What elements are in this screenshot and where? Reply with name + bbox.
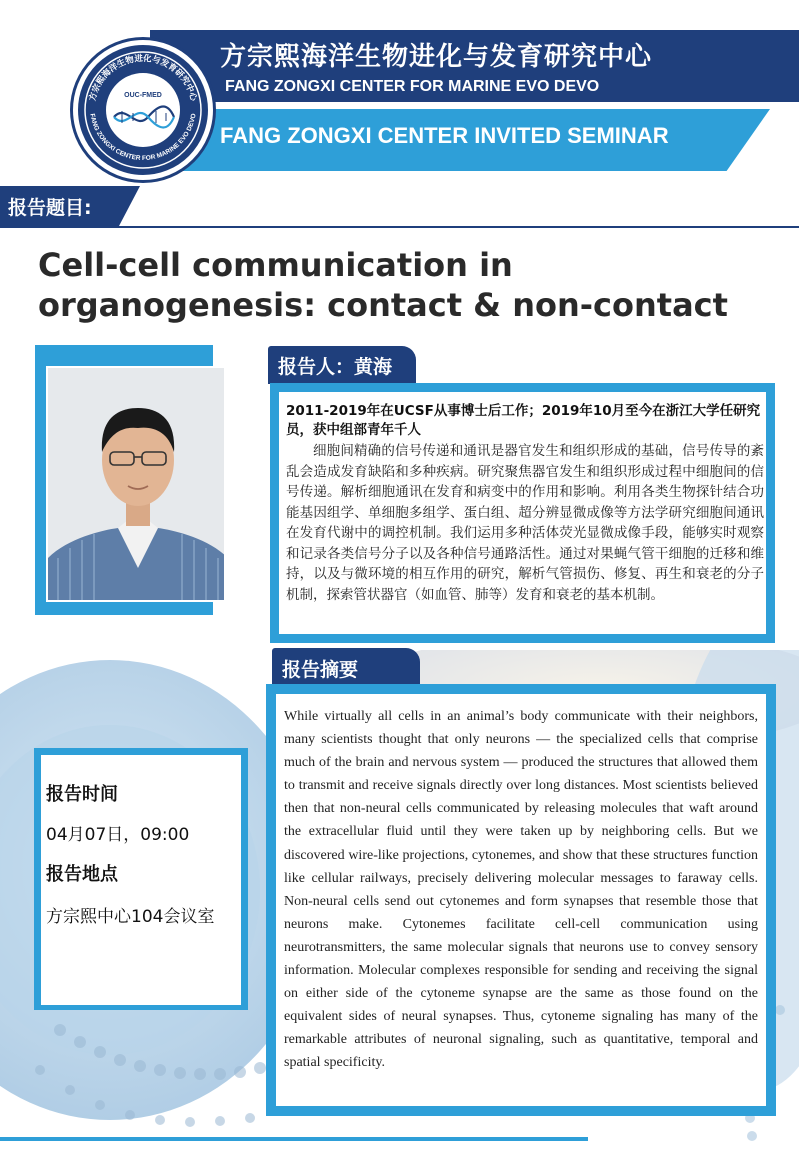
talk-title: Cell-cell communication in organogenesis: contact & non-contact: [38, 246, 728, 324]
speaker-label: 报告人：黄海: [278, 356, 393, 378]
abstract-label: 报告摘要: [282, 659, 359, 681]
center-name-chinese: 方宗熙海洋生物进化与发育研究中心: [220, 42, 653, 72]
title-label: 报告题目:: [8, 197, 92, 219]
divider: [0, 226, 799, 228]
abstract-text: While virtually all cells in an animal’s body communicate with their neighbors, many scientists thought that only neurons — the specialized cells that comprise much of the brain and nervous system — produced the structures that allowed them to transmit and receive signals directly over long distances. Most scientists believed then that non-neural cells communicated by releasing molecules that waft around the extracellular fluid until they were taken up by neighboring cells. But we discovered wire-like projections, cytonemes, and show that these structures function like cellular railways, precisely delivering molecular messages to faraway cells. Non-neural cells send out cytonemes and form synapses that resemble those that neurons make. Cytonemes facilitate cell-cell communication using neurotransmitters, the same molecular signals that neurons use to convey sensory information. Molecular complexes responsible for sending and receiving the signal on either side of the cytoneme synapse are the same as those found on the equivalent sides of neural synapses. Thus, cytoneme signaling has many of the remarkable attributes of neuronal signaling, such as quantitative, temporal and spatial specificity.: [284, 709, 758, 1071]
location-label: 报告地点: [46, 864, 118, 885]
seminar-title: FANG ZONGXI CENTER INVITED SEMINAR: [220, 123, 669, 148]
bio-text: 细胞间精确的信号传递和通讯是器官发生和组织形成的基础，信号传导的紊乱会造成发育缺陷和多种疾病。研究聚焦器官发生和组织形成过程中细胞间的信号传递。解析细胞通讯在发育和病变中的作用和影响。利用各类生物探针结合功能基因组学、单细胞多组学、蛋白组、超分辨显微成像等方法学研究细胞间通讯在发育代谢中的调控机制。我们运用多种活体荧光显微成像手段，能够实时观察和记录各类信号分子以及各种信号通路活性。通过对果蝇气管干细胞的迁移和维持，以及与微环境的相互作用的研究，解析气管损伤、修复、再生和衰老的分子机制，探索管状器官（如血管、肺等）发育和衰老的基本机制。: [286, 443, 764, 603]
logo-abbreviation: OUC-FMED: [124, 92, 162, 99]
time-value: 04月07日，09:00: [46, 825, 190, 845]
location-value: 方宗熙中心104会议室: [46, 907, 215, 927]
center-logo: [73, 40, 213, 180]
time-label: 报告时间: [46, 784, 118, 805]
logo-ring-cn: 方宗熙海洋生物进化与发育研究中心: [87, 53, 199, 103]
logo-core: [106, 73, 180, 147]
bio-headline: 2011-2019年在UCSF从事博士后工作；2019年10月至今在浙江大学任研究员，获中组部青年千人: [286, 403, 761, 438]
logo-ring-en: FANG ZONGXI CENTER FOR MARINE EVO DEVO: [88, 113, 198, 163]
center-name-english: FANG ZONGXI CENTER FOR MARINE EVO DEVO: [225, 78, 600, 95]
bottom-accent-bar: [0, 1137, 588, 1141]
dna-helix-icon: [106, 73, 180, 147]
speaker-photo: [46, 366, 226, 602]
